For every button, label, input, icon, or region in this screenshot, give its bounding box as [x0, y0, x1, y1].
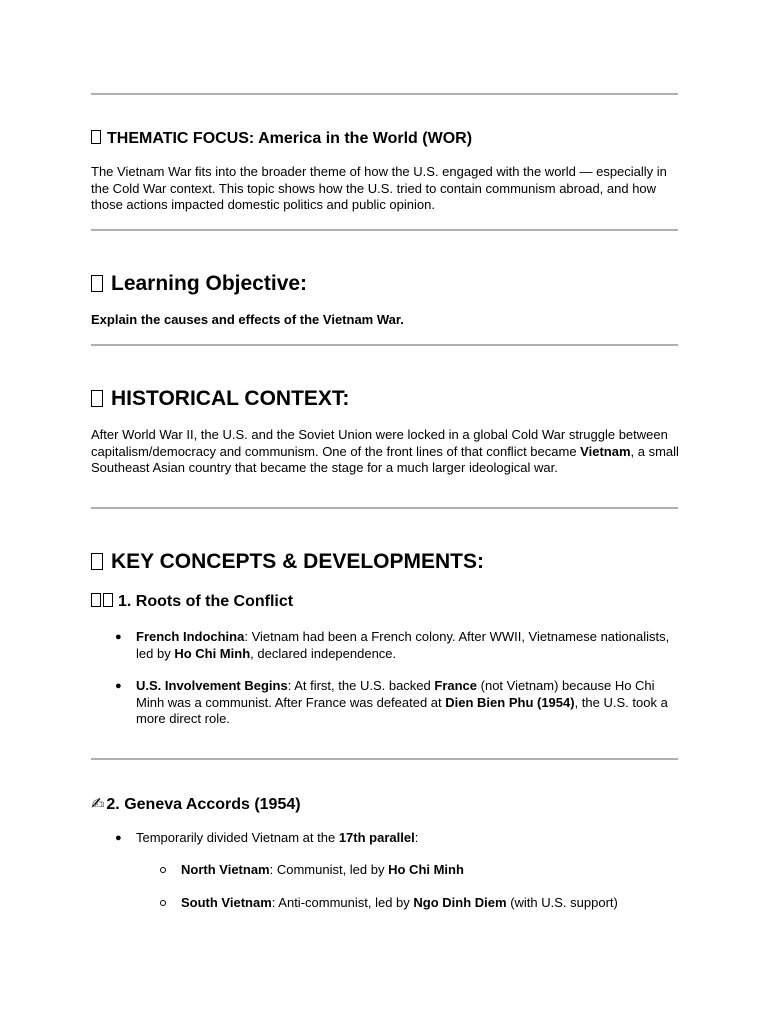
bullet-icon: ● — [115, 680, 122, 692]
writing-hand-icon: ✍ — [91, 794, 105, 813]
bullet-icon: ● — [115, 631, 122, 643]
thematic-heading — [91, 129, 472, 149]
list-item: Temporarily divided Vietnam at the 17th parallel: — [136, 830, 419, 845]
context-body: After World War II, the U.S. and the Soviet Union were locked in a global Cold War struggle between capitalism/democracy and communism. One of the front lines of that conflict became Vietnam, a small Southeast Asian country that became the stage for a much larger ideological war. — [91, 427, 679, 475]
bullet-icon: ● — [115, 832, 122, 844]
divider — [91, 93, 678, 95]
thematic-body: The Vietnam War fits into the broader theme of how the U.S. engaged with the world — especially in the Cold War context. This topic shows how the U.S. tried to contain communism abroad, and how those actions impacted domestic politics and public opinion. — [91, 164, 667, 212]
missing-glyph-icon — [103, 593, 113, 607]
section2-heading — [91, 794, 301, 815]
section1-title: 1. Roots of the Conflict — [118, 593, 294, 610]
list-item: French Indochina: Vietnam had been a French colony. After WWII, Vietnamese nationalists, led by Ho Chi Minh, declared independence. — [136, 629, 670, 661]
missing-glyph-icon — [91, 130, 101, 144]
section1-heading — [91, 592, 293, 612]
context-title: HISTORICAL CONTEXT: — [111, 387, 350, 410]
sub-list-item: North Vietnam: Communist, led by Ho Chi Minh — [181, 862, 464, 877]
objective-body: Explain the causes and effects of the Vietnam War. — [91, 312, 404, 327]
divider — [91, 507, 678, 509]
thematic-title: THEMATIC FOCUS: America in the World (WOR) — [107, 130, 473, 147]
sub-list-item: South Vietnam: Anti-communist, led by Ngo Dinh Diem (with U.S. support) — [181, 895, 618, 910]
context-body-bold: Vietnam — [580, 443, 631, 459]
sub-bullet-icon — [160, 900, 166, 906]
missing-glyph-icon — [91, 593, 101, 607]
missing-glyph-icon — [91, 275, 103, 292]
key-concepts-heading — [91, 549, 484, 575]
divider — [91, 229, 678, 231]
context-heading — [91, 386, 349, 412]
missing-glyph-icon — [91, 553, 103, 570]
sub-bullet-icon — [160, 867, 166, 873]
divider — [91, 758, 678, 760]
objective-title: Learning Objective: — [111, 272, 308, 295]
list-item: U.S. Involvement Begins: At first, the U.S. backed France (not Vietnam) because Ho Chi Minh was a communist. After France was defeated at Dien Bien Phu (1954), the U.S. took a more direct role. — [136, 678, 668, 726]
objective-heading — [91, 271, 307, 297]
divider — [91, 344, 678, 346]
key-concepts-title: KEY CONCEPTS & DEVELOPMENTS: — [111, 550, 484, 573]
missing-glyph-icon — [91, 390, 103, 407]
section2-title: 2. Geneva Accords (1954) — [106, 796, 301, 813]
